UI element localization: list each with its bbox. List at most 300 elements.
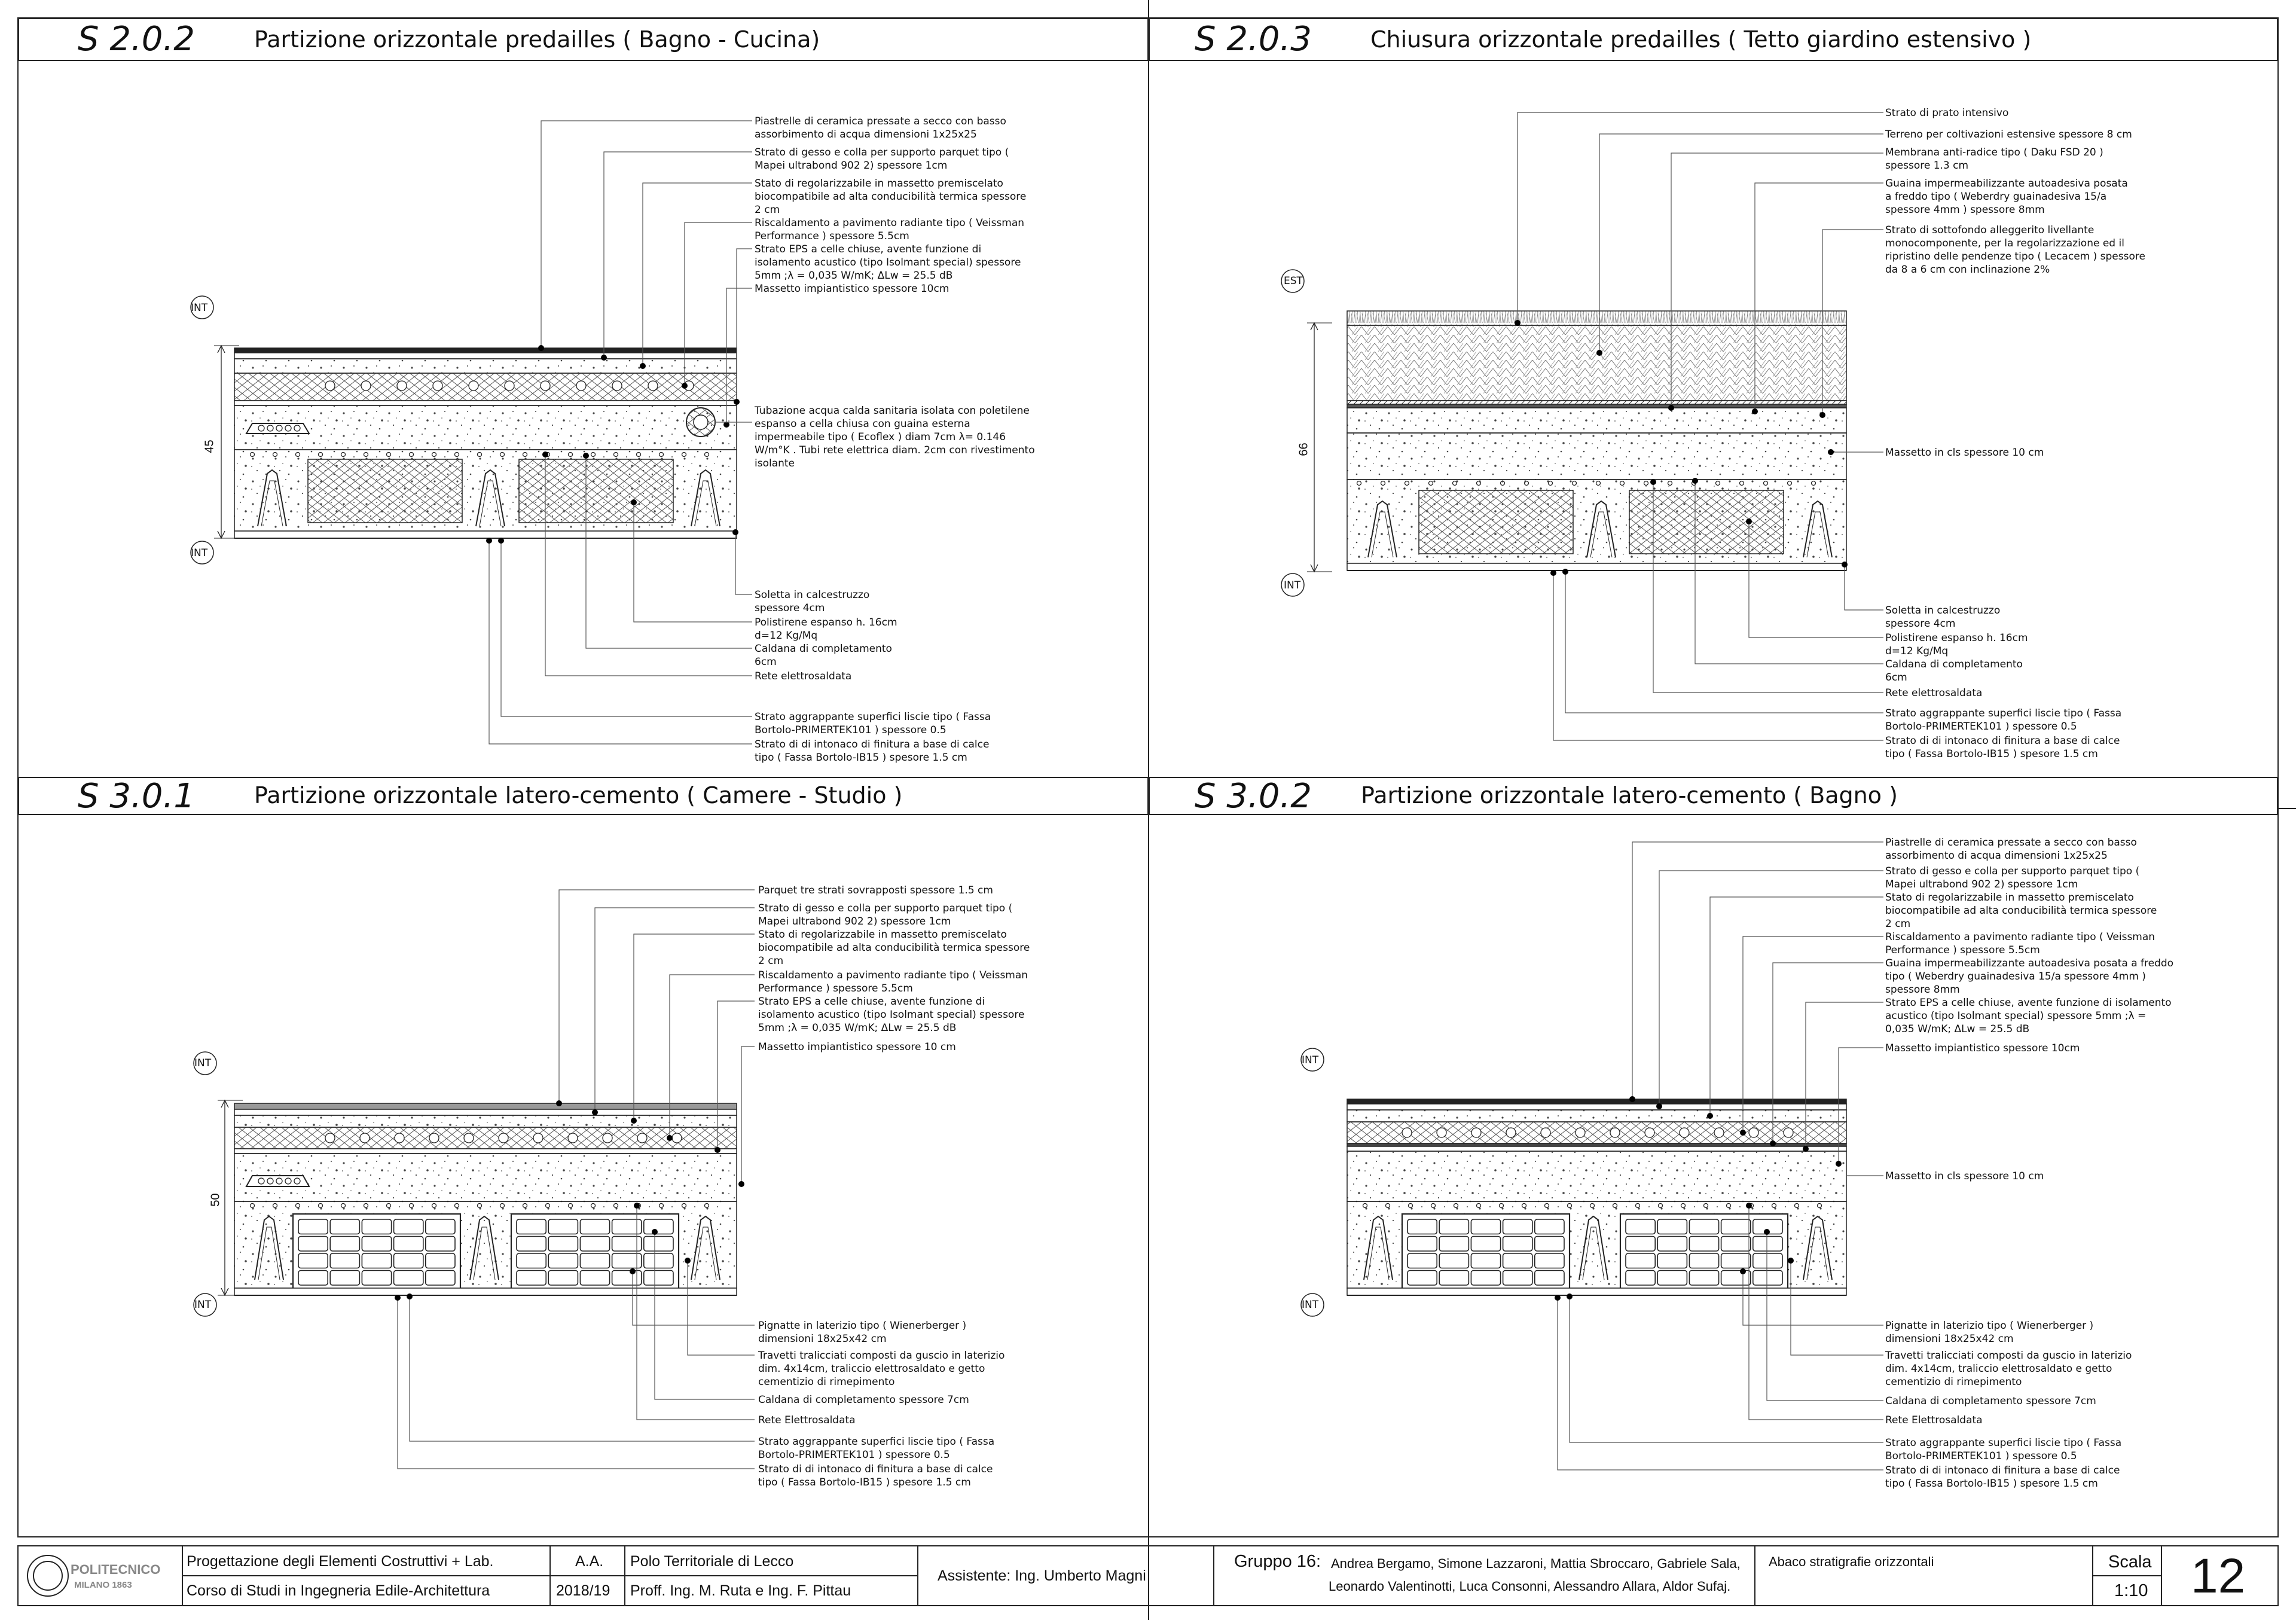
leader-primer bbox=[1570, 1296, 1883, 1442]
label-s302-6: Massetto impiantistico spessore 10cm bbox=[1885, 1042, 2080, 1054]
group-label: Gruppo 16: bbox=[1234, 1552, 1321, 1571]
conduit-cable bbox=[276, 425, 282, 431]
panel-title-s203: Chiusura orizzontale predailles ( Tetto giardino estensivo ) bbox=[1370, 26, 2032, 53]
conduit-cable bbox=[285, 1178, 291, 1184]
leader-parquet bbox=[559, 890, 755, 1103]
hollow-clay-block bbox=[1657, 1219, 1687, 1234]
leader-glue bbox=[1659, 871, 1883, 1106]
logo-text: POLITECNICO bbox=[71, 1562, 161, 1577]
hollow-clay-block bbox=[580, 1237, 609, 1252]
eps-acoustic-layer bbox=[234, 401, 737, 405]
heating-layer bbox=[234, 1127, 737, 1149]
hollow-clay-block bbox=[517, 1271, 546, 1286]
tag-int-top-s202: INT bbox=[191, 302, 208, 314]
label-s301-1: Strato di gesso e colla per supporto parquet tipo ( Mapei ultrabond 902 2) spessore 1cm bbox=[758, 902, 1013, 928]
leader-heating-dot bbox=[1740, 1130, 1746, 1136]
label-s302-b2: Caldana di completamento spessore 7cm bbox=[1885, 1395, 2096, 1407]
conduit-cable bbox=[294, 1178, 300, 1184]
hollow-clay-block bbox=[394, 1271, 423, 1286]
heating-pipe bbox=[1471, 1128, 1481, 1137]
heating-pipe bbox=[1437, 1128, 1446, 1137]
leader-tile bbox=[541, 121, 752, 348]
levelling-layer bbox=[1347, 408, 1846, 433]
predalles-slab bbox=[234, 531, 737, 538]
hollow-clay-block bbox=[362, 1253, 391, 1268]
heating-pipe bbox=[433, 381, 442, 390]
label-s302-b0: Pignatte in laterizio tipo ( Wienerberger ) dimensioni 18x25x42 cm bbox=[1885, 1320, 2094, 1345]
leader-screed-dot bbox=[631, 1118, 637, 1124]
scale-value: 1:10 bbox=[2114, 1581, 2148, 1600]
hollow-clay-block bbox=[1503, 1219, 1532, 1234]
hollow-clay-block bbox=[1439, 1237, 1468, 1252]
cls-screed-layer bbox=[1347, 433, 1846, 480]
label-s203-b1: Polistirene espanso h. 16cm d=12 Kg/Mq bbox=[1885, 632, 2028, 657]
hollow-clay-block bbox=[1439, 1219, 1468, 1234]
leader-mesh-dot bbox=[634, 1203, 640, 1209]
leader-primer bbox=[1565, 572, 1883, 713]
hollow-clay-block bbox=[644, 1271, 673, 1286]
sheet-title: Abaco stratigrafie orizzontali bbox=[1769, 1554, 1934, 1569]
polystyrene-block bbox=[1629, 490, 1784, 554]
panel-title-s202: Partizione orizzontale predailles ( Bagno - Cucina) bbox=[254, 26, 820, 53]
dimension-s301: 50 bbox=[209, 1193, 222, 1207]
conduit-cable bbox=[267, 425, 273, 431]
label-s203-b4: Strato aggrappante superfici liscie tipo ( Fassa Bortolo-PRIMERTEK101 ) spessore 0.5 bbox=[1885, 707, 2122, 733]
label-s203-3: Guaina impermeabilizzante autoadesiva posata a freddo tipo ( Weberdry guainadesiva 15/a spessore 4mm ) spessore 8mm bbox=[1885, 178, 2128, 216]
leader-topping-dot bbox=[583, 453, 589, 459]
leader-heating-dot bbox=[667, 1135, 673, 1141]
hollow-clay-block bbox=[1407, 1237, 1437, 1252]
tag-est-top-s203: EST bbox=[1284, 275, 1303, 287]
heating-pipe bbox=[568, 1133, 578, 1143]
label-s202-b2: Caldana di completamento 6cm bbox=[755, 643, 892, 668]
leader-eps-dot bbox=[734, 399, 740, 405]
label-s203-4: Strato di sottofondo alleggerito livellante monocomponente, per la regolarizzazione ed il ripristino delle pendenze tipo ( Lecacem ) spessore da 8 a 6 cm con inclinazione 2% bbox=[1885, 224, 2145, 276]
hollow-clay-block bbox=[1721, 1219, 1751, 1234]
hollow-clay-block bbox=[1471, 1271, 1500, 1286]
services-screed-layer bbox=[234, 1154, 737, 1201]
leader-plaster bbox=[398, 1298, 755, 1469]
hollow-clay-block bbox=[394, 1253, 423, 1268]
leader-plaster bbox=[1558, 1298, 1883, 1470]
panel-code-s301: S 3.0.1 bbox=[78, 777, 195, 816]
leader-grass-dot bbox=[1515, 320, 1521, 326]
hollow-clay-block bbox=[298, 1271, 328, 1286]
leader-plaster-dot bbox=[1555, 1295, 1561, 1301]
heating-pipe bbox=[429, 1133, 439, 1143]
tag-int-bottom-s202: INT bbox=[191, 547, 208, 559]
screed-layer bbox=[1347, 1110, 1846, 1122]
hollow-clay-block bbox=[330, 1271, 359, 1286]
glue-layer bbox=[234, 353, 737, 359]
glue-layer bbox=[1347, 1104, 1846, 1110]
label-s202-b5: Strato di di intonaco di finitura a base di calce tipo ( Fassa Bortolo-IB15 ) spesore 1.5 cm bbox=[755, 739, 990, 764]
label-s202-0: Piastrelle di ceramica pressate a secco con basso assorbimento di acqua dimensioni 1x25x25 bbox=[755, 115, 1006, 141]
label-s302-3: Riscaldamento a pavimento radiante tipo ( Veissman Performance ) spessore 5.5cm bbox=[1885, 931, 2155, 956]
label-s202-b4: Strato aggrappante superfici liscie tipo ( Fassa Bortolo-PRIMERTEK101 ) spessore 0.5 bbox=[755, 711, 991, 736]
leader-plaster-dot bbox=[1550, 570, 1556, 576]
label-s203-2: Membrana anti-radice tipo ( Daku FSD 20 ) spessore 1.3 cm bbox=[1885, 147, 2103, 172]
label-s302-b5: Strato di di intonaco di finitura a base di calce tipo ( Fassa Bortolo-IB15 ) spesore 1.5 cm bbox=[1885, 1465, 2120, 1490]
leader-primer-dot bbox=[407, 1293, 413, 1299]
leader-screed-dot bbox=[640, 363, 646, 369]
heating-pipe bbox=[541, 381, 550, 390]
label-s301-b1: Travetti tralicciati composti da guscio in laterizio dim. 4x14cm, traliccio elettrosaldato e getto cementizio di rimepimento bbox=[758, 1350, 1005, 1388]
campus-name: Polo Territoriale di Lecco bbox=[630, 1553, 794, 1570]
heating-layer bbox=[234, 373, 737, 401]
heating-pipe bbox=[505, 381, 514, 390]
label-s302-b1: Travetti tralicciati composti da guscio in laterizio dim. 4x14cm, traliccio elettrosaldato e getto cementizio di rimepimento bbox=[1885, 1350, 2132, 1388]
heating-pipe bbox=[612, 381, 622, 390]
scale-label: Scala bbox=[2108, 1552, 2152, 1572]
screed-layer bbox=[234, 1115, 737, 1127]
academic-year-label: A.A. bbox=[575, 1553, 604, 1570]
leader-topping-dot bbox=[652, 1229, 658, 1235]
grass-layer bbox=[1347, 311, 1846, 325]
leader-polystyrene-dot bbox=[1746, 518, 1752, 524]
hollow-clay-block bbox=[298, 1237, 328, 1252]
tag-int-bottom-s203: INT bbox=[1284, 579, 1301, 591]
leader-screed bbox=[634, 934, 755, 1121]
hollow-clay-block bbox=[1503, 1237, 1532, 1252]
heating-pipe bbox=[1576, 1128, 1585, 1137]
leader-plaster-dot bbox=[395, 1295, 401, 1301]
hollow-clay-block bbox=[330, 1253, 359, 1268]
label-s202-mid: Tubazione acqua calda sanitaria isolata con poletilene espanso a cella chiusa con guaina esterna impermeabile tipo ( Ecoflex ) diam 7cm λ= 0.146 W/m°K . Tubi rete elettrica diam. 2cm con rivestimento isolante bbox=[755, 405, 1035, 469]
tag-int-bottom-s302: INT bbox=[1302, 1299, 1319, 1311]
heating-layer bbox=[1347, 1122, 1846, 1143]
leader-parquet-dot bbox=[556, 1100, 562, 1106]
label-s301-0: Parquet tre strati sovrapposti spessore 1.5 cm bbox=[758, 884, 993, 896]
hollow-clay-block bbox=[1503, 1271, 1532, 1286]
hollow-clay-block bbox=[298, 1253, 328, 1268]
hollow-clay-block bbox=[548, 1271, 578, 1286]
label-s302-2: Stato di regolarizzabile in massetto premiscelato biocompatibile ad alta conducibilità termica spessore 2 cm bbox=[1885, 892, 2157, 930]
hollow-clay-block bbox=[1626, 1253, 1655, 1268]
leader-root-barrier-dot bbox=[1668, 405, 1674, 411]
hollow-clay-block bbox=[426, 1237, 455, 1252]
heating-pipe bbox=[672, 1133, 682, 1143]
dimension-s203: 66 bbox=[1297, 443, 1311, 456]
leader-plaster bbox=[1553, 573, 1883, 740]
label-s302-4: Guaina impermeabilizzante autoadesiva posata a freddo tipo ( Weberdry guainadesiva 15/a spessore 4mm ) spessore 8mm bbox=[1885, 957, 2174, 996]
leader-topping-dot bbox=[1764, 1229, 1770, 1235]
label-s203-b5: Strato di di intonaco di finitura a base di calce tipo ( Fassa Bortolo-IB15 ) spesore 1.5 cm bbox=[1885, 735, 2120, 760]
leader-screed bbox=[1710, 897, 1883, 1116]
hollow-clay-block bbox=[1626, 1219, 1655, 1234]
hollow-clay-block bbox=[580, 1271, 609, 1286]
label-s301-2: Stato di regolarizzabile in massetto premiscelato biocompatibile ad alta conducibilità termica spessore 2 cm bbox=[758, 929, 1030, 967]
hollow-clay-block bbox=[1689, 1237, 1718, 1252]
hollow-clay-block bbox=[362, 1219, 391, 1234]
leader-glue-dot bbox=[592, 1109, 598, 1115]
ceiling-layer bbox=[1347, 1288, 1846, 1295]
leader-primer-dot bbox=[498, 538, 504, 544]
heating-pipe bbox=[361, 381, 371, 390]
leader-predalles-dot bbox=[1842, 562, 1848, 568]
heating-pipe bbox=[637, 1133, 647, 1143]
soil-layer bbox=[1347, 325, 1846, 401]
hollow-clay-block bbox=[548, 1219, 578, 1234]
hollow-clay-block bbox=[330, 1219, 359, 1234]
heating-pipe bbox=[360, 1133, 370, 1143]
label-s301-4: Strato EPS a celle chiuse, avente funzione di isolamento acustico (tipo Isolmant special) spessore 5mm ;λ = 0,035 W/mK; ΔLw = 25.5 dB bbox=[758, 996, 1025, 1034]
screed-layer bbox=[234, 359, 737, 373]
leader-tile bbox=[1632, 842, 1883, 1099]
hollow-clay-block bbox=[1471, 1253, 1500, 1268]
hollow-clay-block bbox=[1753, 1253, 1782, 1268]
academic-year-value: 2018/19 bbox=[556, 1582, 610, 1599]
hollow-clay-block bbox=[1689, 1271, 1718, 1286]
label-s302-0: Piastrelle di ceramica pressate a secco con basso assorbimento di acqua dimensioni 1x25x25 bbox=[1885, 837, 2137, 862]
hollow-clay-block bbox=[1407, 1271, 1437, 1286]
leader-plaster bbox=[489, 541, 752, 744]
group-members-2: Leonardo Valentinotti, Luca Consonni, Alessandro Allara, Aldor Sufaj. bbox=[1329, 1579, 1731, 1594]
conduit-cable bbox=[285, 425, 291, 431]
hollow-clay-block bbox=[1535, 1253, 1564, 1268]
leader-services-dot bbox=[738, 1181, 744, 1187]
label-s302-b4: Strato aggrappante superfici liscie tipo ( Fassa Bortolo-PRIMERTEK101 ) spessore 0.5 bbox=[1885, 1437, 2122, 1462]
parquet-layer bbox=[234, 1103, 737, 1109]
hollow-clay-block bbox=[580, 1219, 609, 1234]
leader-services bbox=[741, 1047, 755, 1184]
label-s203-b2: Caldana di completamento 6cm bbox=[1885, 658, 2023, 684]
leader-cls-dot bbox=[1828, 449, 1834, 455]
leader-glue-dot bbox=[601, 355, 607, 361]
leader-joist-dot bbox=[685, 1258, 691, 1264]
hollow-clay-block bbox=[1626, 1271, 1655, 1286]
hollow-clay-block bbox=[1721, 1271, 1751, 1286]
heating-pipe bbox=[1541, 1128, 1550, 1137]
section-s203 bbox=[1281, 112, 1883, 740]
heating-pipe bbox=[648, 381, 658, 390]
leader-clay-block-dot bbox=[630, 1268, 636, 1274]
hollow-clay-block bbox=[1657, 1253, 1687, 1268]
leader-primer-dot bbox=[1562, 569, 1568, 575]
heating-pipe bbox=[499, 1133, 508, 1143]
heating-pipe bbox=[1645, 1128, 1654, 1137]
leader-heating-dot bbox=[682, 383, 688, 389]
heating-pipe bbox=[1714, 1128, 1724, 1137]
label-s302-mid: Massetto in cls spessore 10 cm bbox=[1885, 1170, 2044, 1182]
conduit-cable bbox=[294, 425, 300, 431]
leader-mesh-dot bbox=[542, 451, 548, 457]
hollow-clay-block bbox=[1535, 1219, 1564, 1234]
leader-tile-dot bbox=[538, 345, 544, 351]
heating-pipe bbox=[1402, 1128, 1412, 1137]
hollow-clay-block bbox=[1657, 1237, 1687, 1252]
heating-pipe bbox=[1506, 1128, 1516, 1137]
hollow-clay-block bbox=[1753, 1271, 1782, 1286]
leader-clay-block-dot bbox=[1740, 1268, 1746, 1274]
leader-glue-dot bbox=[1656, 1103, 1662, 1109]
label-s203-mid: Massetto in cls spessore 10 cm bbox=[1885, 447, 2044, 459]
hollow-clay-block bbox=[426, 1253, 455, 1268]
hollow-clay-block bbox=[517, 1219, 546, 1234]
heating-pipe bbox=[1610, 1128, 1620, 1137]
label-s301-b3: Rete Elettrosaldata bbox=[758, 1414, 856, 1426]
hollow-clay-block bbox=[1407, 1253, 1437, 1268]
label-s203-b3: Rete elettrosaldata bbox=[1885, 687, 1983, 699]
leader-primer bbox=[501, 541, 752, 716]
hollow-clay-block bbox=[426, 1219, 455, 1234]
leader-mesh-dot bbox=[1746, 1203, 1752, 1209]
label-s301-b4: Strato aggrappante superfici liscie tipo ( Fassa Bortolo-PRIMERTEK101 ) spessore 0.5 bbox=[758, 1436, 995, 1461]
leader-services-dot bbox=[1836, 1161, 1842, 1167]
waterproof-membrane-layer bbox=[1347, 404, 1846, 408]
label-s302-1: Strato di gesso e colla per supporto parquet tipo ( Mapei ultrabond 902 2) spessore 1cm bbox=[1885, 865, 2140, 890]
leader-glue bbox=[595, 908, 755, 1112]
label-s301-3: Riscaldamento a pavimento radiante tipo ( Veissman Performance ) spessore 5.5cm bbox=[758, 969, 1028, 994]
hollow-clay-block bbox=[1753, 1237, 1782, 1252]
leader-predalles bbox=[1845, 565, 1883, 610]
leader-screed-dot bbox=[1707, 1113, 1713, 1119]
heating-pipe bbox=[603, 1133, 612, 1143]
leader-joist-dot bbox=[1788, 1258, 1794, 1264]
hollow-clay-block bbox=[362, 1237, 391, 1252]
tag-int-top-s302: INT bbox=[1302, 1054, 1319, 1066]
logo-subtext: MILANO 1863 bbox=[74, 1580, 132, 1590]
professors: Proff. Ing. M. Ruta e Ing. F. Pittau bbox=[630, 1582, 851, 1599]
hollow-clay-block bbox=[1439, 1271, 1468, 1286]
hollow-clay-block bbox=[517, 1253, 546, 1268]
hollow-clay-block bbox=[580, 1253, 609, 1268]
heating-pipe bbox=[325, 381, 335, 390]
eps-acoustic-layer bbox=[234, 1149, 737, 1154]
conduit-cable bbox=[267, 1178, 273, 1184]
label-s202-b3: Rete elettrosaldata bbox=[755, 670, 852, 682]
label-s202-3: Riscaldamento a pavimento radiante tipo ( Veissman Performance ) spessore 5.5cm bbox=[755, 217, 1025, 242]
panel-code-s203: S 2.0.3 bbox=[1195, 20, 1312, 59]
label-s203-0: Strato di prato intensivo bbox=[1885, 107, 2009, 119]
conduit-cable bbox=[276, 1178, 282, 1184]
conduit-cable bbox=[258, 425, 264, 431]
hollow-clay-block bbox=[644, 1253, 673, 1268]
glue-layer bbox=[234, 1109, 737, 1115]
root-barrier-layer bbox=[1347, 401, 1846, 404]
leader-eps-dot bbox=[715, 1147, 720, 1153]
panel-code-s202: S 2.0.2 bbox=[78, 20, 195, 59]
hollow-clay-block bbox=[1689, 1253, 1718, 1268]
sheet-number: 12 bbox=[2191, 1549, 2246, 1603]
tile-layer bbox=[234, 348, 737, 353]
hollow-clay-block bbox=[394, 1237, 423, 1252]
leader-polystyrene-dot bbox=[631, 499, 637, 505]
hollow-clay-block bbox=[1535, 1271, 1564, 1286]
leader-mesh-dot bbox=[1650, 479, 1656, 485]
leader-membrane-dot bbox=[1770, 1140, 1776, 1146]
leader-levelling-dot bbox=[1819, 412, 1825, 418]
label-s301-5: Massetto impiantistico spessore 10 cm bbox=[758, 1041, 956, 1053]
label-s203-1: Terreno per coltivazioni estensive spessore 8 cm bbox=[1885, 129, 2132, 141]
label-s202-1: Strato di gesso e colla per supporto parquet tipo ( Mapei ultrabond 902 2) spessore 1cm bbox=[755, 147, 1009, 172]
section-s301 bbox=[194, 890, 755, 1469]
panel-title-s302: Partizione orizzontale latero-cemento ( Bagno ) bbox=[1361, 782, 1898, 809]
heating-pipe bbox=[469, 381, 478, 390]
hollow-clay-block bbox=[426, 1271, 455, 1286]
leader-tile-dot bbox=[1629, 1096, 1635, 1102]
hollow-clay-block bbox=[1626, 1237, 1655, 1252]
leader-grass bbox=[1518, 112, 1883, 323]
label-s302-5: Strato EPS a celle chiuse, avente funzione di isolamento acustico (tipo Isolmant special) spessore 5mm ;λ = 0,035 W/mK; ΔLw = 25.5 dB bbox=[1885, 997, 2172, 1035]
hollow-clay-block bbox=[330, 1237, 359, 1252]
services-screed-layer bbox=[1347, 1151, 1846, 1201]
assistant: Assistente: Ing. Umberto Magni bbox=[938, 1567, 1146, 1584]
hollow-clay-block bbox=[1471, 1219, 1500, 1234]
heating-pipe bbox=[1680, 1128, 1689, 1137]
hollow-clay-block bbox=[644, 1219, 673, 1234]
polystyrene-block bbox=[519, 459, 673, 523]
label-s202-5: Massetto impiantistico spessore 10cm bbox=[755, 283, 949, 295]
hollow-clay-block bbox=[1721, 1237, 1751, 1252]
hollow-clay-block bbox=[1407, 1219, 1437, 1234]
hollow-clay-block bbox=[1657, 1271, 1687, 1286]
tag-int-top-s301: INT bbox=[194, 1057, 212, 1069]
heating-pipe bbox=[1749, 1128, 1758, 1137]
heating-pipe bbox=[576, 381, 586, 390]
leader-screed bbox=[643, 183, 752, 366]
tag-int-bottom-s301: INT bbox=[194, 1299, 212, 1311]
section-s302 bbox=[1301, 842, 1883, 1470]
hollow-clay-block bbox=[548, 1253, 578, 1268]
leader-primer-dot bbox=[1567, 1293, 1573, 1299]
hollow-clay-block bbox=[548, 1237, 578, 1252]
tile-layer bbox=[1347, 1099, 1846, 1104]
hollow-clay-block bbox=[517, 1237, 546, 1252]
leader-eps bbox=[737, 249, 752, 402]
group-members-1: Andrea Bergamo, Simone Lazzaroni, Mattia Sbroccaro, Gabriele Sala, bbox=[1331, 1556, 1741, 1571]
services-screed-layer bbox=[234, 405, 737, 450]
hollow-clay-block bbox=[394, 1219, 423, 1234]
eps-acoustic-layer bbox=[1347, 1146, 1846, 1151]
leader-membrane-dot bbox=[1752, 408, 1758, 414]
conduit-cable bbox=[258, 1178, 264, 1184]
program-name: Corso di Studi in Ingegneria Edile-Architettura bbox=[187, 1582, 490, 1599]
heating-pipe bbox=[464, 1133, 474, 1143]
leader-eps-dot bbox=[1803, 1146, 1809, 1152]
label-s202-b0: Soletta in calcestruzzo spessore 4cm bbox=[755, 589, 870, 614]
hollow-clay-block bbox=[1689, 1219, 1718, 1234]
panel-title-s301: Partizione orizzontale latero-cemento ( Camere - Studio ) bbox=[254, 782, 903, 809]
label-s302-b3: Rete Elettrosaldata bbox=[1885, 1414, 1983, 1426]
label-s301-b0: Pignatte in laterizio tipo ( Wienerberger ) dimensioni 18x25x42 cm bbox=[758, 1320, 967, 1345]
insulated-water-pipe-core bbox=[694, 415, 708, 429]
panel-code-s302: S 3.0.2 bbox=[1195, 777, 1312, 816]
label-s202-b1: Polistirene espanso h. 16cm d=12 Kg/Mq bbox=[755, 617, 897, 642]
label-s202-2: Stato di regolarizzabile in massetto premiscelato biocompatibile ad alta conducibilità termica spessore 2 cm bbox=[755, 178, 1027, 216]
section-s202 bbox=[191, 121, 752, 744]
heating-pipe bbox=[395, 1133, 404, 1143]
hollow-clay-block bbox=[362, 1271, 391, 1286]
hollow-clay-block bbox=[1503, 1253, 1532, 1268]
hollow-clay-block bbox=[644, 1237, 673, 1252]
label-s301-b5: Strato di di intonaco di finitura a base di calce tipo ( Fassa Bortolo-IB15 ) spesore 1.5 cm bbox=[758, 1463, 993, 1488]
hollow-clay-block bbox=[1471, 1237, 1500, 1252]
label-s203-b0: Soletta in calcestruzzo spessore 4cm bbox=[1885, 605, 2001, 630]
hollow-clay-block bbox=[298, 1219, 328, 1234]
ceiling-layer bbox=[234, 1288, 737, 1295]
heating-pipe bbox=[325, 1133, 335, 1143]
hollow-clay-block bbox=[1721, 1253, 1751, 1268]
heating-pipe bbox=[533, 1133, 543, 1143]
leader-soil-dot bbox=[1596, 350, 1602, 356]
heating-pipe bbox=[1784, 1128, 1793, 1137]
leader-predalles-dot bbox=[732, 529, 738, 535]
heating-pipe bbox=[397, 381, 407, 390]
hollow-clay-block bbox=[1535, 1237, 1564, 1252]
dimension-s202: 45 bbox=[203, 440, 216, 453]
predalles-slab bbox=[1347, 563, 1846, 570]
